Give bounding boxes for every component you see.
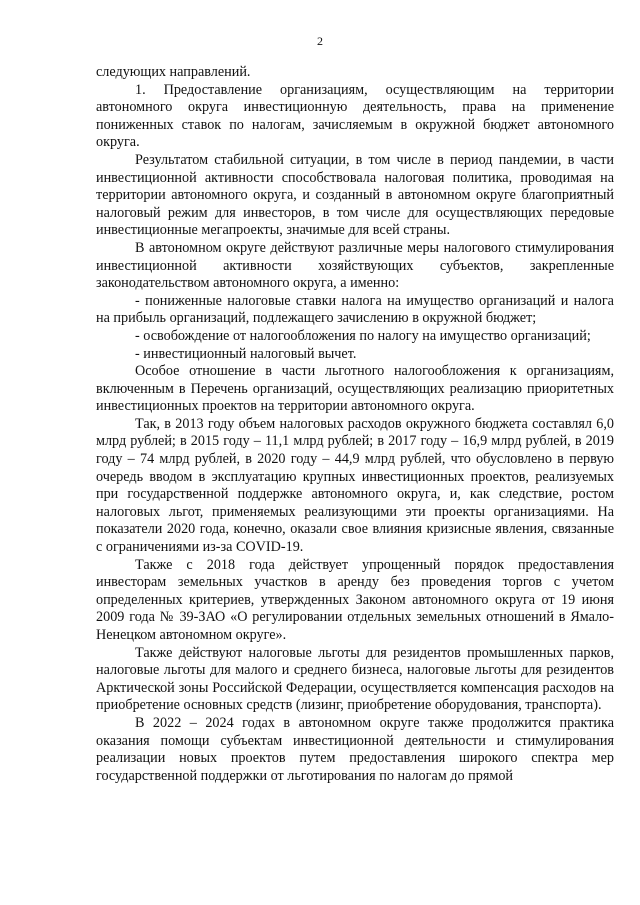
page-number: 2 [317, 34, 323, 48]
paragraph-item-1: 1. Предоставление организациям, осуществляющим на территории автономного округа инвестиционную деятельность, права на применение пониженных ставок по налогам, зачисляемым в окружной бюджет автономного округа. [96, 81, 614, 151]
paragraph-priority-projects: Особое отношение в части льготного налогообложения к организациям, включенным в Перечень организаций, осуществляющих реализацию приоритетных инвестиционных проектов на территории автономного округа. [96, 363, 614, 415]
bullet-exemption: - освобождение от налогообложения по налогу на имущество организаций; [135, 327, 591, 344]
document-body [96, 64, 614, 785]
paragraph-tax-measures: В автономном округе действуют различные меры налогового стимулирования инвестиционной активности хозяйствующих субъектов, закрепленные законодательством автономного округа, а именно: [96, 239, 614, 292]
bullet-reduced-rates: - пониженные налоговые ставки налога на имущество организаций и налога на прибыль организаций, подлежащего зачислению в окружной бюджет; [96, 292, 614, 327]
bullet-investment-deduction: - инвестиционный налоговый вычет. [135, 345, 357, 362]
paragraph-tax-benefits: Также действуют налоговые льготы для резидентов промышленных парков, налоговые льготы для малого и среднего бизнеса, налоговые льготы для резидентов Арктической зоны Российской Федерации, осуществляется компенсация расходов на приобретение основных средств (лизинг, приобретение оборудования, транспорта). [96, 644, 614, 714]
paragraph-tax-policy: Результатом стабильной ситуации, в том числе в период пандемии, в части инвестиционной активности способствовала налоговая политика, проводимая на территории автономного округа, и созданный в автономном округе благоприятный налоговый режим для инвесторов, в том числе для осуществляющих передовые инвестиционные мегапроекты, значимые для всей страны. [96, 151, 614, 239]
paragraph-tax-expenditures: Так, в 2013 году объем налоговых расходов окружного бюджета составлял 6,0 млрд рублей; в 2015 году – 11,1 млрд рублей; в 2017 году – 16,9 млрд рублей, в 2019 году – 74 млрд рублей, в 2020 году – 44,9 млрд рублей, что обусловлено в первую очередь вводом в эксплуатацию крупных инвестиционных проектов, реализуемых при государственной поддержке автономного округа, и, как следствие, ростом налоговых льгот, применяемых реализующими эти проекты организациями. На показатели 2020 года, конечно, оказали свое влияния кризисные явления, связанные с ограничениями из-за COVID-19. [96, 415, 614, 556]
paragraph-continuation: следующих направлений. [96, 64, 251, 80]
paragraph-2022-2024: В 2022 – 2024 годах в автономном округе также продолжится практика оказания помощи субъектам инвестиционной деятельности и стимулирования реализации новых проектов путем предоставления широкого спектра мер государственной поддержки от льготирования по налогам до прямой [96, 714, 614, 784]
paragraph-land-lease: Также с 2018 года действует упрощенный порядок предоставления инвесторам земельных участков в аренду без проведения торгов с учетом определенных критериев, утвержденных Законом автономного округа от 19 июня 2009 года № 39-ЗАО «О регулировании отдельных земельных отношений в Ямало-Ненецком автономном округе». [96, 556, 614, 643]
